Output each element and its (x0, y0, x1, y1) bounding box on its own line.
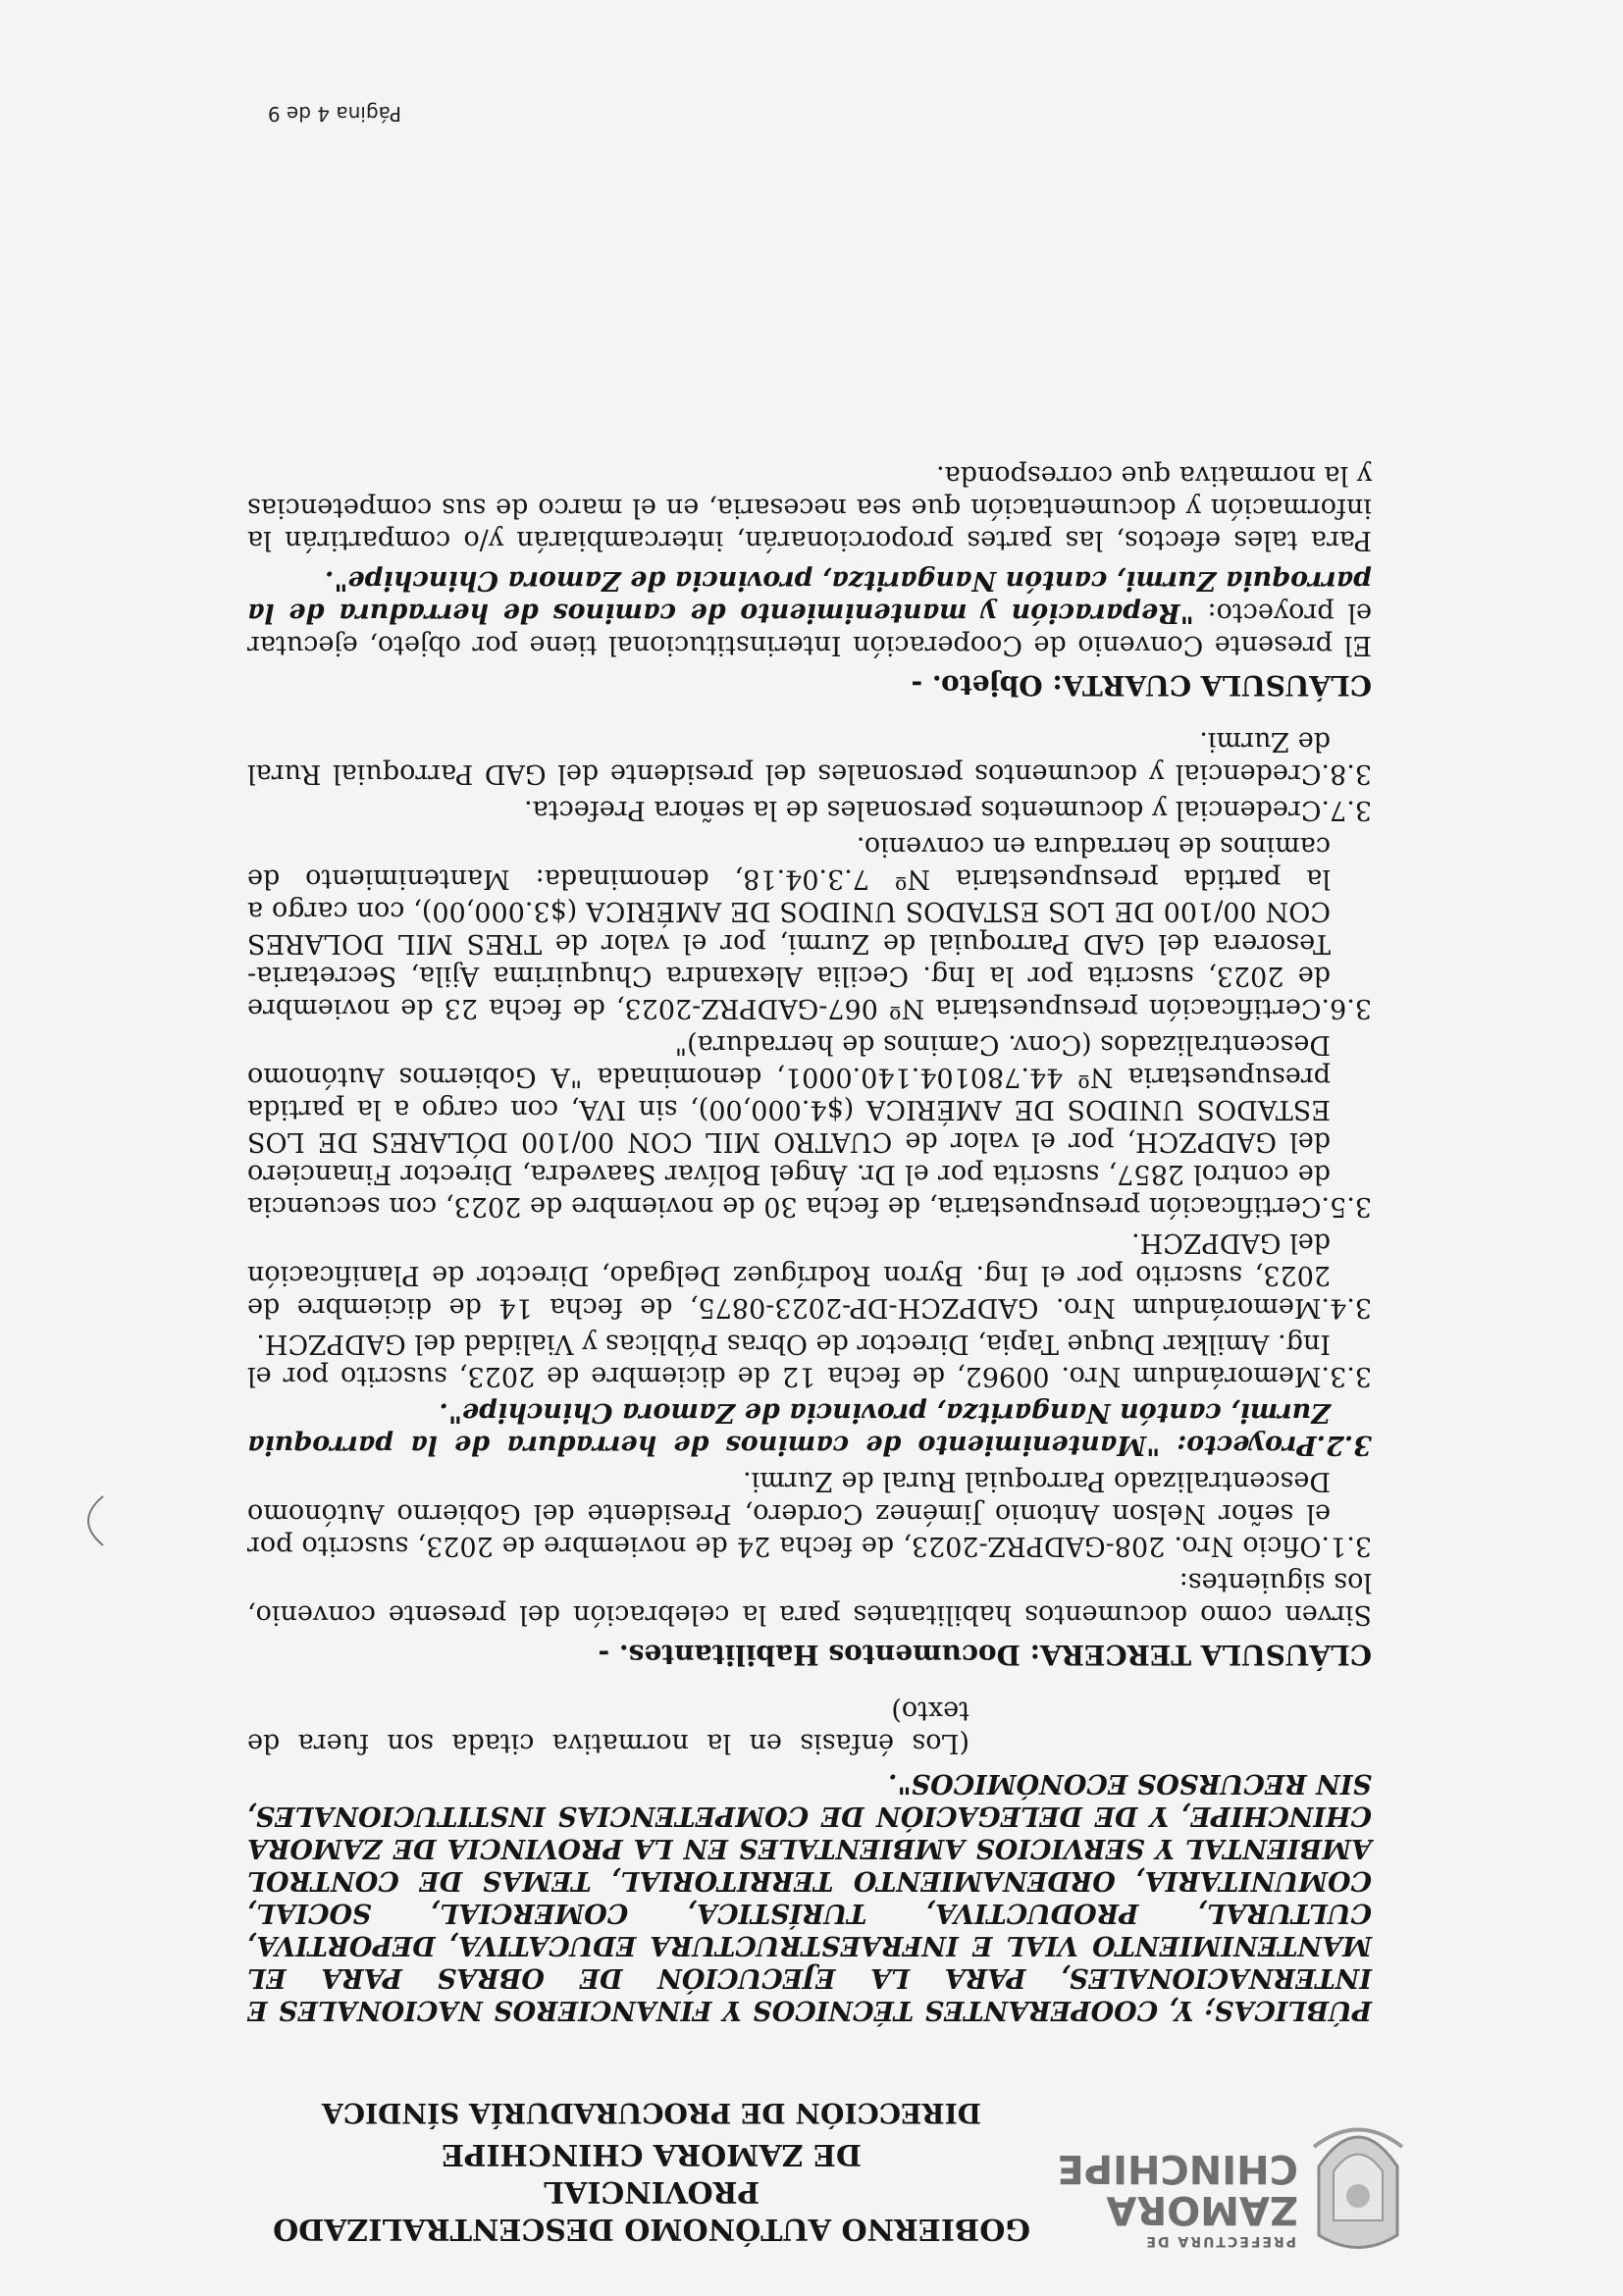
logo-word-chinchipe: CHINCHIPE (1057, 2146, 1298, 2191)
list-item: 3.4.Memorándum Nro. GADPZCH-DP-2023-0875, de fecha 14 de diciembre de 2023, suscrito por el Ing. Byron Rodríguez Delgado, Director de Planificación del GADPZCH. (247, 1227, 1372, 1323)
list-item: 3.8.Credencial y documentos personales del presidente del GAD Parroquial Rural de Zurmi. (247, 726, 1372, 789)
emphasis-note: (Los énfasis en la normativa citada son fuera de texto) (247, 1696, 969, 1758)
prefectura-logo (1057, 2080, 1412, 2257)
list-item: 3.7.Credencial y documentos personales de la señora Prefecta. (524, 795, 1372, 825)
intro-paragraph: PÚBLICAS; Y, COOPERANTES TÉCNICOS Y FINANCIEROS NACIONALES E INTERNACIONALES, PARA LA EJECUCIÓN DE OBRAS PARA EL MANTENIMIENTO VIAL E INFRAESTRUCTURA EDUCATIVA, DEPORTIVA, CULTURAL, PRODUCTIVA, TURÍSTICA, COMERCIAL, SOCIAL, COMUNITARIA, ORDENAMIENTO TERRITORIAL, TEMAS DE CONTROL AMBIENTAL Y SERVICIOS AMBIENTALES EN LA PROVINCIA DE ZAMORA CHINCHIPE, Y DE DELEGACIÓN DE COMPETENCIAS INSTITUCIONALES, SIN RECURSOS ECONÓMICOS". (247, 1768, 1372, 2025)
list-item: 3.6.Certificación presupuestaria Nº 067-GADPRZ-2023, de fecha 23 de noviembre de 2023, suscrita por la Ing. Cecilia Alexandra Chuquirima Ajila, Secretaria-Tesorera del GAD Parroquial de Zurmi, por el valor de TRES MIL DOLARES CON 00/100 DE LOS ESTADOS UNIDOS DE AMÉRICA ($3.000,00), con cargo a la partida presupuestaria Nº 7.3.04.18, denominada: Mantenimiento de caminos de herradura en convenio. (247, 831, 1372, 1023)
clausula-tercera-title: CLÁUSULA TERCERA: Documentos Habilitantes. - (598, 1639, 1372, 1671)
institution-line-1: GOBIERNO AUTÓNOMO DESCENTRALIZADO PROVINCIAL (273, 2174, 1030, 2246)
list-item: 3.1.Oficio Nro. 208-GADPRZ-2023, de fecha 24 de noviembre de 2023, suscrito por el señor Nelson Antonio Jiménez Cordero, Presidente del Gobierno Autónomo Descentralizado Parroquial Rural de Zurmi. (247, 1466, 1372, 1561)
list-item: 3.5.Certificación presupuestaria, de fecha 30 de noviembre de 2023, con secuencia de control 2857, suscrita por el Dr. Ángel Bolívar Saavedra, Director Financiero del GADPZCH, por el valor de CUATRO MIL CON 00/100 DÓLARES DE LOS ESTADOS UNIDOS DE AMÉRICA ($4.000,00), sin IVA, con cargo a la partida presupuestaria Nº 44.780104.140.0001, denominada "A Gobiernos Autónomo Descentralizados (Conv. Caminos de herradura)" (247, 1029, 1372, 1222)
institution-title (210, 2135, 1093, 2247)
clausula-tercera-intro: Sirven como documentos habilitantes para la celebración del presente convenio, los siguientes: (247, 1567, 1372, 1630)
coat-of-arms-icon (1304, 2108, 1412, 2255)
clausula-cuarta-title: CLÁUSULA CUARTA: Objeto. - (911, 669, 1372, 702)
clausula-cuarta-paragraph-2: Para tales efectos, las partes proporcionarán, intercambiarán y/o compartirán la información y documentación que sea necesaria, en el marco de sus competencias y la normativa que corresponda. (247, 460, 1372, 555)
page-number: Página 4 de 9 (267, 102, 401, 126)
binding-mark-icon (69, 1491, 108, 1550)
logo-subtitle: PREFECTURA DE (1144, 2233, 1296, 2249)
institution-line-2: DE ZAMORA CHINCHIPE (442, 2137, 862, 2171)
clausula-cuarta-paragraph (247, 564, 1372, 661)
list-item: 3.3.Memorándum Nro. 00962, de fecha 12 de diciembre de 2023, suscrito por el Ing. Amilkar Duque Tapia, Director de Obras Públicas y Vialidad del GADPZCH. (247, 1329, 1372, 1391)
department-title: DIRECCIÓN DE PROCURADURÍA SÍNDICA (322, 2097, 982, 2129)
logo-word-zamora: ZAMORA (1106, 2187, 1298, 2232)
objeto-text: El presente Convenio de Cooperación Interinstitucional tiene por objeto, ejecutar el proyecto: (247, 598, 1372, 660)
letterhead (0, 2051, 1623, 2257)
list-item: 3.2.Proyecto: "Mantenimiento de caminos de herradura de la parroquia Zurmi, cantón Nangaritza, provincia de Zamora Chinchipe". (247, 1397, 1372, 1460)
document-body (247, 459, 1372, 2026)
project-name: "Reparación y mantenimiento de caminos de herradura de la parroquia Zurmi, cantón Nangaritza, provincia de Zamora Chinchipe". (246, 565, 1372, 628)
